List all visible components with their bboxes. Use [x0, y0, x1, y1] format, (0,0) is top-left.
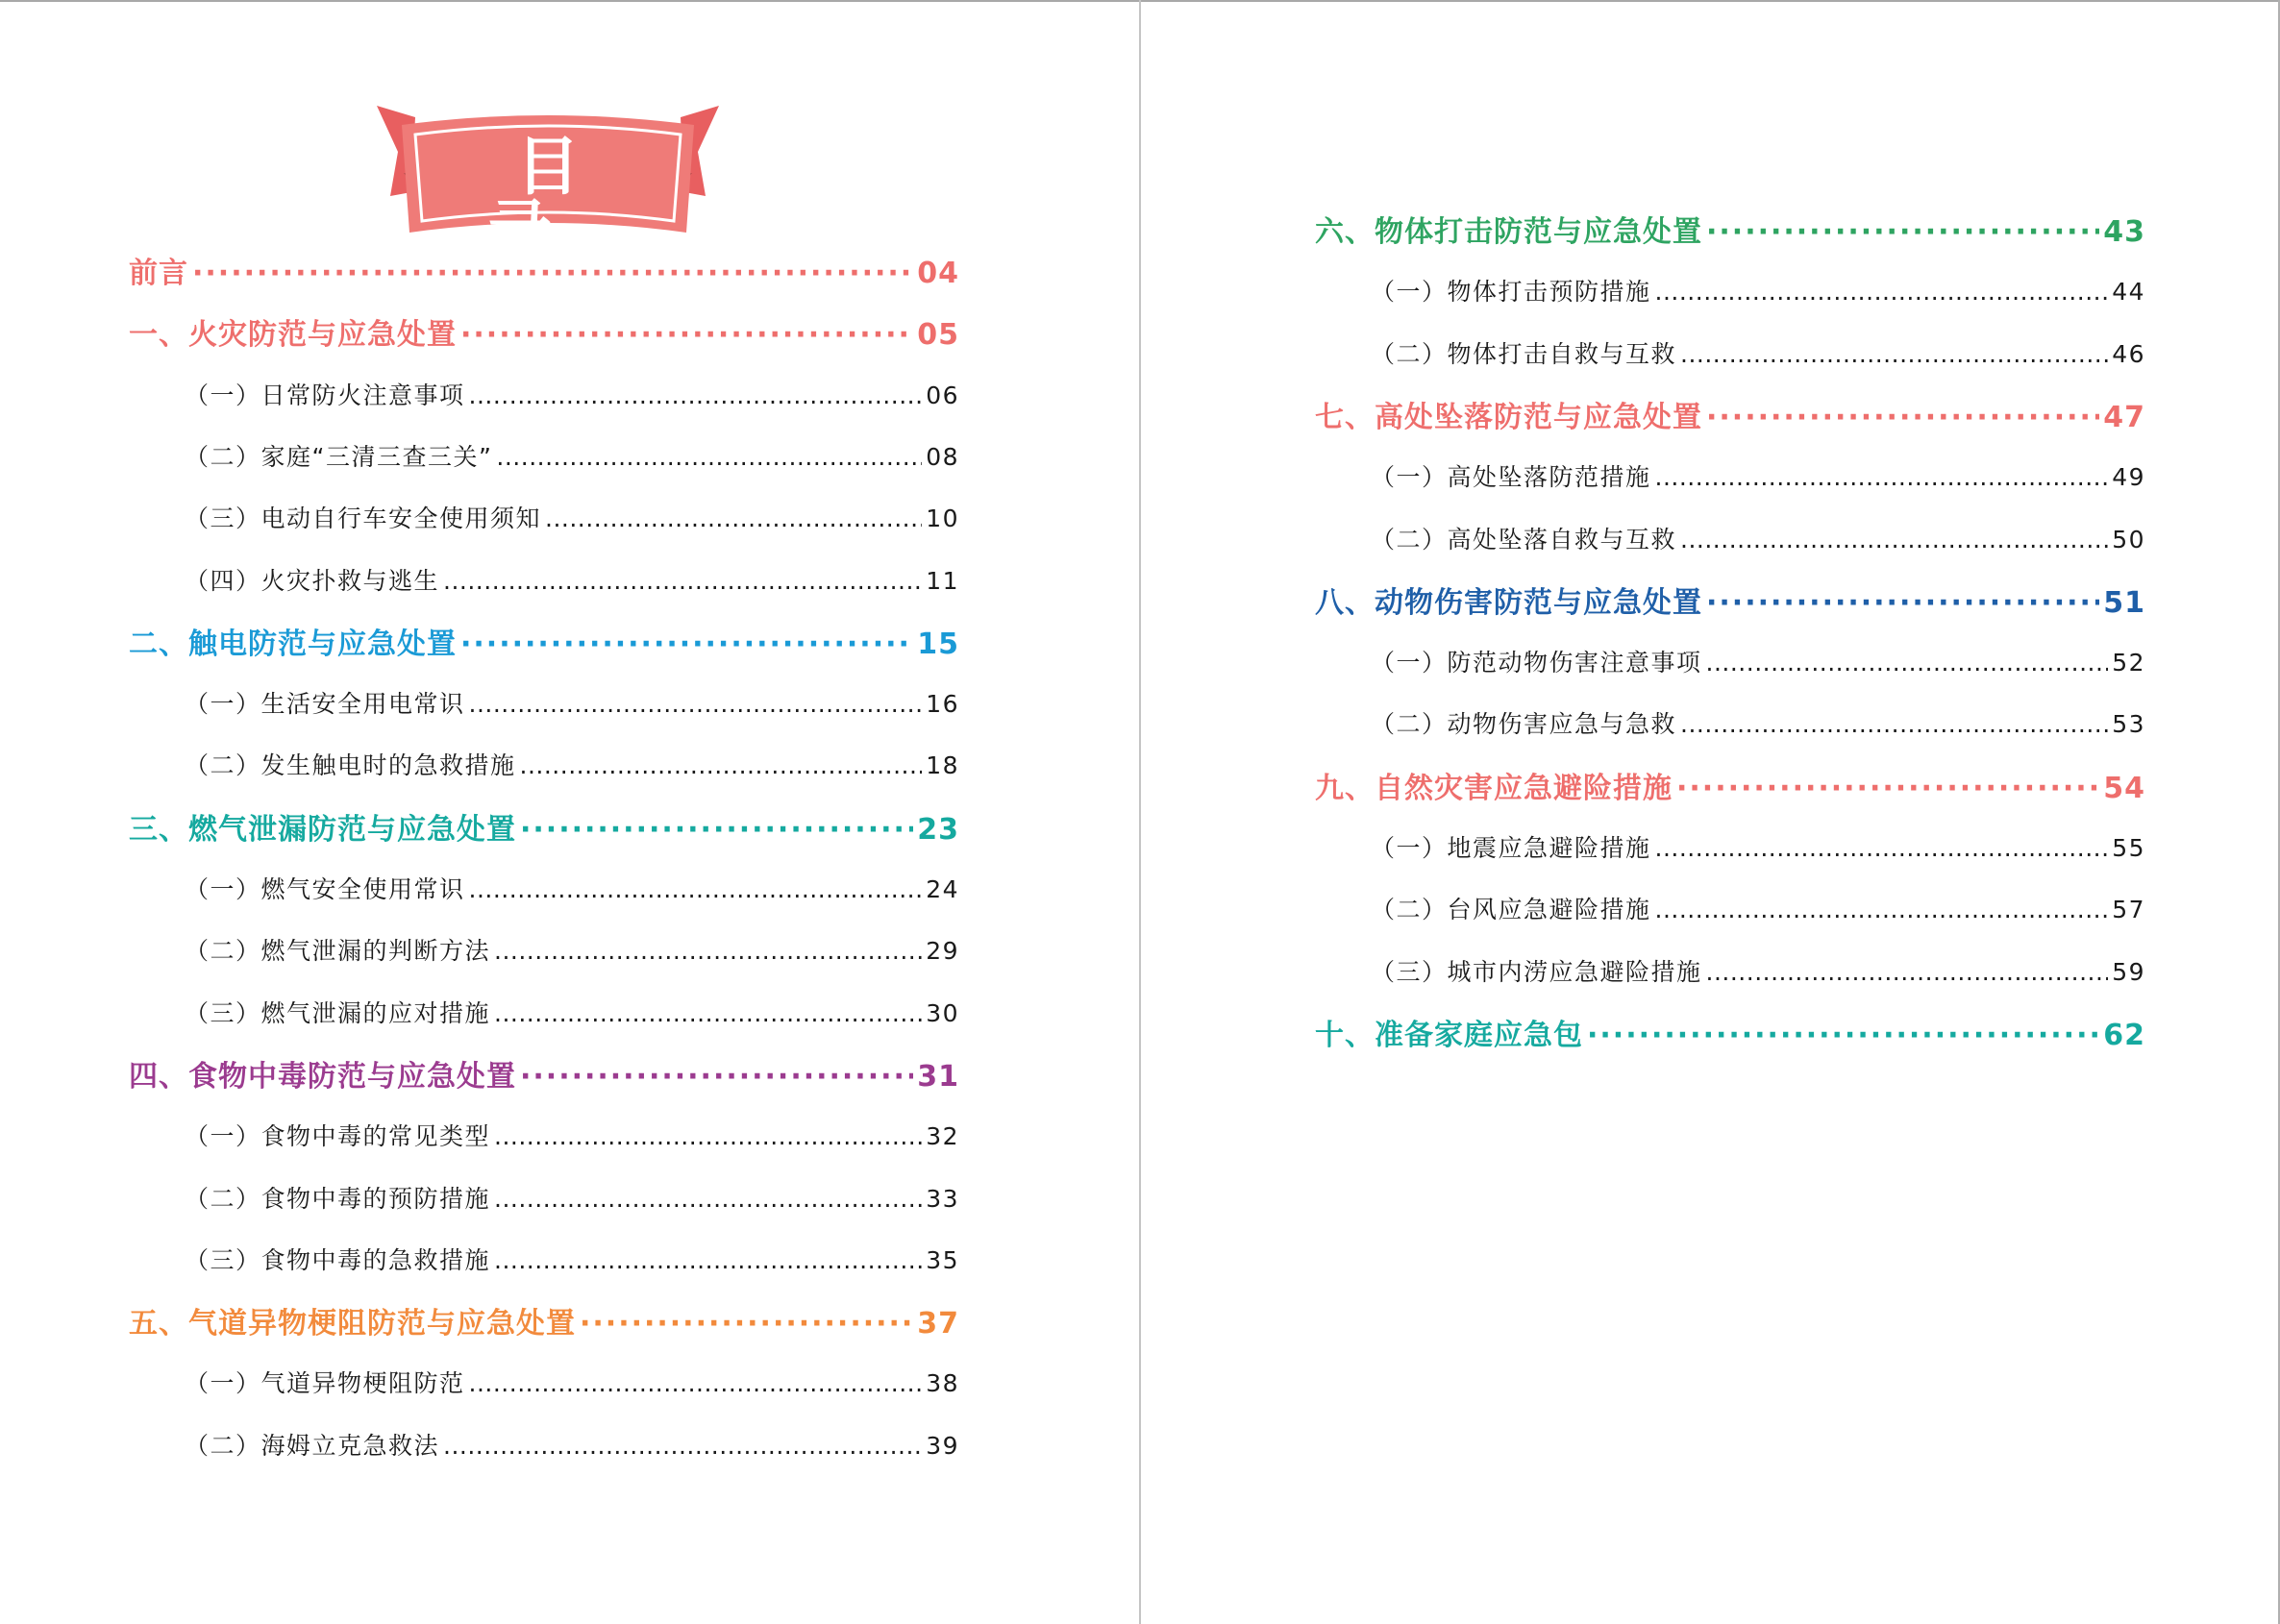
toc-subsection-entry[interactable] — [1371, 836, 2145, 860]
toc-entry-label: （二）海姆立克急救法 — [185, 1431, 440, 1460]
toc-page-number: 05 — [917, 318, 959, 353]
toc-page-number: 10 — [926, 504, 959, 533]
dot-leader — [469, 1371, 923, 1395]
toc-entry-label: （一）燃气安全使用常识 — [185, 875, 465, 903]
toc-entry-label: 三、燃气泄漏防范与应急处置 — [129, 812, 516, 847]
dot-leader — [1655, 836, 2109, 860]
toc-page-number: 47 — [2103, 400, 2145, 434]
toc-page-number: 16 — [926, 690, 959, 719]
toc-subsection-entry[interactable] — [1371, 525, 2145, 554]
dot-leader — [494, 1248, 922, 1272]
dot-leader — [469, 877, 923, 901]
toc-section-entry[interactable] — [129, 1307, 959, 1341]
toc-entry-label: （二）发生触电时的急救措施 — [185, 751, 516, 780]
toc-subsection-entry[interactable] — [185, 566, 959, 595]
toc-entry-label: 前言 — [129, 257, 188, 290]
toc-subsection-entry[interactable] — [185, 383, 959, 407]
toc-page-number: 33 — [926, 1184, 959, 1213]
toc-page-number: 50 — [2112, 525, 2145, 554]
toc-entry-label: （三）燃气泄漏的应对措施 — [185, 998, 491, 1027]
book-spine-divider — [1139, 0, 1141, 1624]
toc-subsection-entry[interactable] — [185, 1369, 959, 1398]
toc-entry-label: （二）食物中毒的预防措施 — [185, 1184, 491, 1213]
dot-leader — [520, 753, 923, 777]
toc-section-entry[interactable] — [129, 318, 959, 353]
dot-leader — [1680, 712, 2108, 736]
toc-title: 目 录 — [488, 129, 635, 267]
toc-page-number: 43 — [2103, 215, 2145, 249]
toc-entry-label: 四、食物中毒防范与应急处置 — [129, 1059, 516, 1094]
toc-page-number: 57 — [2112, 896, 2145, 924]
dot-leader — [443, 1434, 922, 1458]
toc-entry-label: （二）家庭“三清三查三关” — [185, 442, 493, 471]
toc-page-number: 35 — [926, 1245, 959, 1274]
toc-section-entry[interactable] — [1315, 585, 2145, 620]
dot-leader — [580, 1310, 913, 1339]
toc-entry-label: （三）食物中毒的急救措施 — [185, 1245, 491, 1274]
toc-entry-label: 五、气道异物梗阻防范与应急处置 — [129, 1307, 576, 1341]
toc-subsection-entry[interactable] — [185, 1184, 959, 1213]
toc-section-entry[interactable] — [129, 259, 959, 288]
toc-subsection-entry[interactable] — [185, 442, 959, 471]
dot-leader — [469, 692, 923, 716]
toc-entry-label: （三）电动自行车安全使用须知 — [185, 504, 542, 533]
toc-subsection-entry[interactable] — [185, 504, 959, 533]
toc-subsection-entry[interactable] — [185, 998, 959, 1027]
toc-subsection-entry[interactable] — [1371, 651, 2145, 675]
toc-entry-label: （二）燃气泄漏的判断方法 — [185, 937, 491, 966]
toc-entry-label: （一）生活安全用电常识 — [185, 690, 465, 719]
toc-page-number: 53 — [2112, 710, 2145, 739]
toc-entry-label: （二）物体打击自救与互救 — [1371, 339, 1677, 368]
toc-entry-label: 二、触电防范与应急处置 — [129, 627, 457, 661]
toc-section-entry[interactable] — [1315, 400, 2145, 434]
toc-section-entry[interactable] — [1315, 1018, 2145, 1052]
toc-page-number: 52 — [2112, 649, 2145, 677]
toc-subsection-entry[interactable] — [185, 751, 959, 780]
title-banner — [373, 96, 723, 267]
toc-section-entry[interactable] — [1315, 215, 2145, 249]
toc-entry-label: （三）城市内涝应急避险措施 — [1371, 957, 1702, 986]
toc-page-number: 38 — [926, 1369, 959, 1398]
dot-leader — [1680, 528, 2108, 552]
toc-page-number: 31 — [917, 1059, 959, 1094]
dot-leader — [460, 630, 913, 659]
dot-leader — [469, 383, 923, 407]
toc-subsection-entry[interactable] — [1371, 710, 2145, 739]
toc-page-number: 39 — [926, 1431, 959, 1460]
toc-page-number: 37 — [917, 1307, 959, 1341]
toc-page-number: 62 — [2103, 1018, 2145, 1052]
dot-leader — [1655, 280, 2109, 304]
toc-subsection-entry[interactable] — [185, 937, 959, 966]
dot-leader — [1680, 342, 2108, 366]
toc-entry-label: 八、动物伤害防范与应急处置 — [1315, 585, 1702, 620]
toc-page-number: 46 — [2112, 339, 2145, 368]
toc-page-number: 24 — [926, 875, 959, 903]
toc-page-number: 08 — [926, 442, 959, 471]
toc-subsection-entry[interactable] — [1371, 463, 2145, 492]
dot-leader — [496, 445, 922, 469]
toc-section-entry[interactable] — [1315, 771, 2145, 805]
toc-entry-label: 六、物体打击防范与应急处置 — [1315, 215, 1702, 249]
dot-leader — [1655, 465, 2109, 489]
dot-leader — [460, 321, 913, 350]
toc-page-number: 59 — [2112, 957, 2145, 986]
toc-page-number: 54 — [2103, 771, 2145, 805]
toc-entry-label: （一）地震应急避险措施 — [1371, 834, 1651, 862]
dot-leader — [443, 569, 922, 593]
toc-subsection-entry[interactable] — [185, 1245, 959, 1274]
toc-page-number: 18 — [926, 751, 959, 780]
toc-page-number: 23 — [917, 812, 959, 847]
dot-leader — [1706, 218, 2099, 247]
toc-entry-label: 一、火灾防范与应急处置 — [129, 318, 457, 353]
toc-entry-label: （一）气道异物梗阻防范 — [185, 1369, 465, 1398]
toc-entry-label: （二）高处坠落自救与互救 — [1371, 525, 1677, 554]
dot-leader — [1676, 775, 2099, 803]
toc-subsection-entry[interactable] — [1371, 898, 2145, 922]
dot-leader — [494, 1001, 922, 1025]
toc-subsection-entry[interactable] — [185, 1122, 959, 1151]
toc-page-number: 30 — [926, 998, 959, 1027]
toc-entry-label: （一）防范动物伤害注意事项 — [1371, 649, 1702, 677]
toc-page-number: 32 — [926, 1122, 959, 1151]
toc-subsection-entry[interactable] — [1371, 278, 2145, 307]
toc-subsection-entry[interactable] — [185, 690, 959, 719]
toc-page-number: 15 — [917, 627, 959, 661]
toc-page-number: 51 — [2103, 585, 2145, 620]
toc-page-number: 06 — [926, 381, 959, 409]
dot-leader — [1587, 1021, 2099, 1050]
dot-leader — [494, 1124, 922, 1148]
toc-entry-label: 九、自然灾害应急避险措施 — [1315, 771, 1673, 805]
dot-leader — [494, 939, 922, 963]
dot-leader — [1706, 960, 2109, 984]
toc-page-number: 11 — [926, 566, 959, 595]
dot-leader — [192, 259, 913, 288]
toc-subsection-entry[interactable] — [1371, 339, 2145, 368]
toc-entry-label: （二）台风应急避险措施 — [1371, 896, 1651, 924]
dot-leader — [494, 1187, 922, 1211]
toc-section-entry[interactable] — [129, 1059, 959, 1094]
dot-leader — [1706, 404, 2099, 432]
toc-entry-label: （一）食物中毒的常见类型 — [185, 1122, 491, 1151]
toc-subsection-entry[interactable] — [185, 877, 959, 901]
dot-leader — [1655, 898, 2109, 922]
toc-entry-label: 七、高处坠落防范与应急处置 — [1315, 400, 1702, 434]
toc-entry-label: （一）日常防火注意事项 — [185, 381, 465, 409]
toc-page-number: 04 — [917, 257, 959, 290]
toc-entry-label: （一）物体打击预防措施 — [1371, 278, 1651, 307]
toc-section-entry[interactable] — [129, 627, 959, 661]
dot-leader — [545, 506, 922, 530]
toc-page-number: 29 — [926, 937, 959, 966]
toc-entry-label: （二）动物伤害应急与急救 — [1371, 710, 1677, 739]
toc-subsection-entry[interactable] — [185, 1431, 959, 1460]
toc-entry-label: （四）火灾扑救与逃生 — [185, 566, 440, 595]
toc-entry-label: 十、准备家庭应急包 — [1315, 1018, 1583, 1052]
toc-page-number: 49 — [2112, 463, 2145, 492]
dot-leader — [1706, 589, 2099, 618]
dot-leader — [520, 1063, 913, 1092]
toc-page-number: 44 — [2112, 278, 2145, 307]
toc-section-entry[interactable] — [129, 812, 959, 847]
toc-entry-label: （一）高处坠落防范措施 — [1371, 463, 1651, 492]
dot-leader — [1706, 651, 2109, 675]
toc-subsection-entry[interactable] — [1371, 957, 2145, 986]
toc-page-number: 55 — [2112, 834, 2145, 862]
dot-leader — [520, 816, 913, 845]
